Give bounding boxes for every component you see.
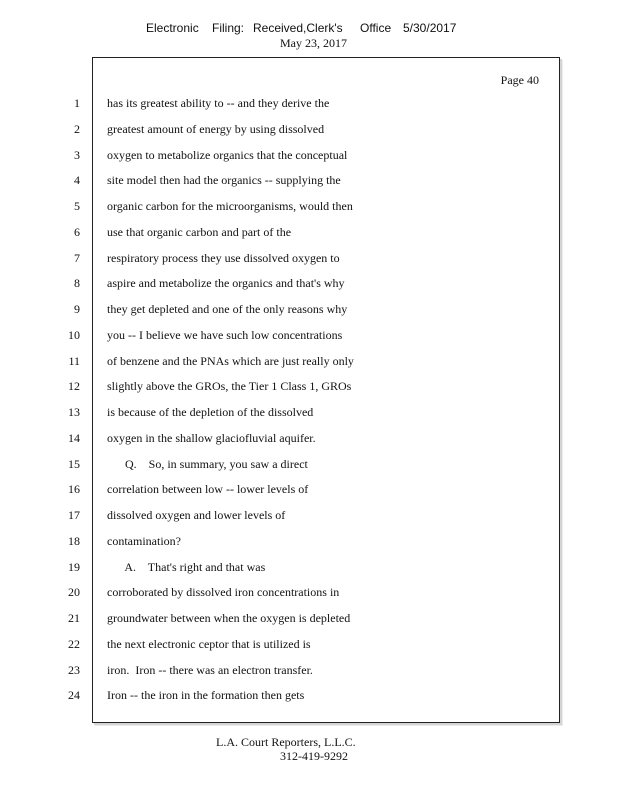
line-text: site model then had the organics -- supplying the xyxy=(107,173,341,188)
line-number: 1 xyxy=(74,96,80,110)
line-number: 11 xyxy=(68,353,80,368)
hearing-date: May 23, 2017 xyxy=(280,36,347,50)
line-text: oxygen to metabolize organics that the conceptual xyxy=(107,147,348,162)
transcript-line xyxy=(0,323,480,349)
line-text: the next electronic ceptor that is utilized is xyxy=(107,636,311,651)
line-number: 2 xyxy=(74,121,80,136)
line-text: greatest amount of energy by using dissolved xyxy=(107,121,325,136)
line-number: 22 xyxy=(68,636,80,651)
transcript-line xyxy=(0,271,480,297)
filing-stamp-electronic: Electronic xyxy=(146,21,199,35)
line-text: A. That's right and that was xyxy=(107,559,266,574)
court-reporter-firm: L.A. Court Reporters, L.L.C. xyxy=(216,735,356,749)
line-number: 13 xyxy=(68,405,80,419)
transcript-line xyxy=(0,503,480,529)
page-number: Page 40 xyxy=(500,73,539,87)
transcript-line xyxy=(0,220,480,246)
line-number: 21 xyxy=(68,611,80,625)
line-text: corroborated by dissolved iron concentrations in xyxy=(107,585,340,600)
transcript-line xyxy=(0,400,480,426)
line-text: aspire and metabolize the organics and that's why xyxy=(107,276,345,291)
transcript-line xyxy=(0,452,480,478)
transcript-line xyxy=(0,117,480,143)
line-text: contamination? xyxy=(107,533,181,548)
transcript-line xyxy=(0,632,480,658)
line-text: slightly above the GROs, the Tier 1 Class 1, GROs xyxy=(107,379,352,394)
line-text: correlation between low -- lower levels of xyxy=(107,482,309,497)
line-number: 17 xyxy=(68,508,80,522)
transcript-line xyxy=(0,477,480,503)
line-text: iron. Iron -- there was an electron transfer. xyxy=(107,662,313,677)
transcript-line xyxy=(0,194,480,220)
transcript-line xyxy=(0,91,480,117)
line-number: 6 xyxy=(74,224,80,239)
line-text: dissolved oxygen and lower levels of xyxy=(107,508,286,522)
line-number: 24 xyxy=(68,688,80,703)
line-text: organic carbon for the microorganisms, would then xyxy=(107,199,353,213)
filing-stamp-filing: Filing: xyxy=(212,21,245,35)
transcript-line xyxy=(0,246,480,272)
transcript-line xyxy=(0,143,480,169)
transcript-line xyxy=(0,426,480,452)
line-text: has its greatest ability to -- and they derive the xyxy=(107,96,330,110)
transcript-line xyxy=(0,555,480,581)
line-number: 5 xyxy=(74,199,80,213)
line-text: groundwater between when the oxygen is depleted xyxy=(107,611,351,625)
line-text: is because of the depletion of the dissolved xyxy=(107,405,314,419)
line-number: 20 xyxy=(68,585,80,600)
transcript-line xyxy=(0,349,480,375)
filing-stamp-date: 5/30/2017 xyxy=(403,21,457,35)
transcript-line xyxy=(0,658,480,684)
line-number: 3 xyxy=(74,147,80,162)
line-number: 4 xyxy=(74,173,80,188)
transcript-line xyxy=(0,529,480,555)
transcript-line xyxy=(0,297,480,323)
line-text: use that organic carbon and part of the xyxy=(107,224,292,239)
line-text: Q. So, in summary, you saw a direct xyxy=(107,456,308,471)
line-text: oxygen in the shallow glaciofluvial aquifer. xyxy=(107,430,316,445)
line-number: 18 xyxy=(68,533,80,548)
transcript-line xyxy=(0,168,480,194)
line-number: 16 xyxy=(68,482,80,497)
line-number: 12 xyxy=(68,379,80,394)
transcript-line xyxy=(0,606,480,632)
transcript-line xyxy=(0,683,480,709)
filing-stamp-received: Received,Clerk's xyxy=(253,21,343,35)
line-number: 14 xyxy=(68,430,80,445)
line-number: 9 xyxy=(74,302,80,316)
transcript-body xyxy=(0,91,480,709)
filing-stamp-office: Office xyxy=(360,21,392,35)
line-text: of benzene and the PNAs which are just really only xyxy=(107,353,354,368)
line-number: 19 xyxy=(68,559,80,574)
transcript-line xyxy=(0,580,480,606)
line-number: 8 xyxy=(74,276,80,291)
court-reporter-phone: 312-419-9292 xyxy=(280,749,348,763)
line-number: 15 xyxy=(68,456,80,471)
line-text: Iron -- the iron in the formation then gets xyxy=(107,688,305,703)
transcript-line xyxy=(0,374,480,400)
line-text: they get depleted and one of the only reasons why xyxy=(107,302,348,316)
filing-stamp-header xyxy=(0,21,618,37)
line-text: respiratory process they use dissolved oxygen to xyxy=(107,250,340,265)
line-number: 10 xyxy=(68,327,80,342)
line-number: 23 xyxy=(68,662,80,677)
line-number: 7 xyxy=(74,250,80,265)
line-text: you -- I believe we have such low concentrations xyxy=(107,327,343,342)
